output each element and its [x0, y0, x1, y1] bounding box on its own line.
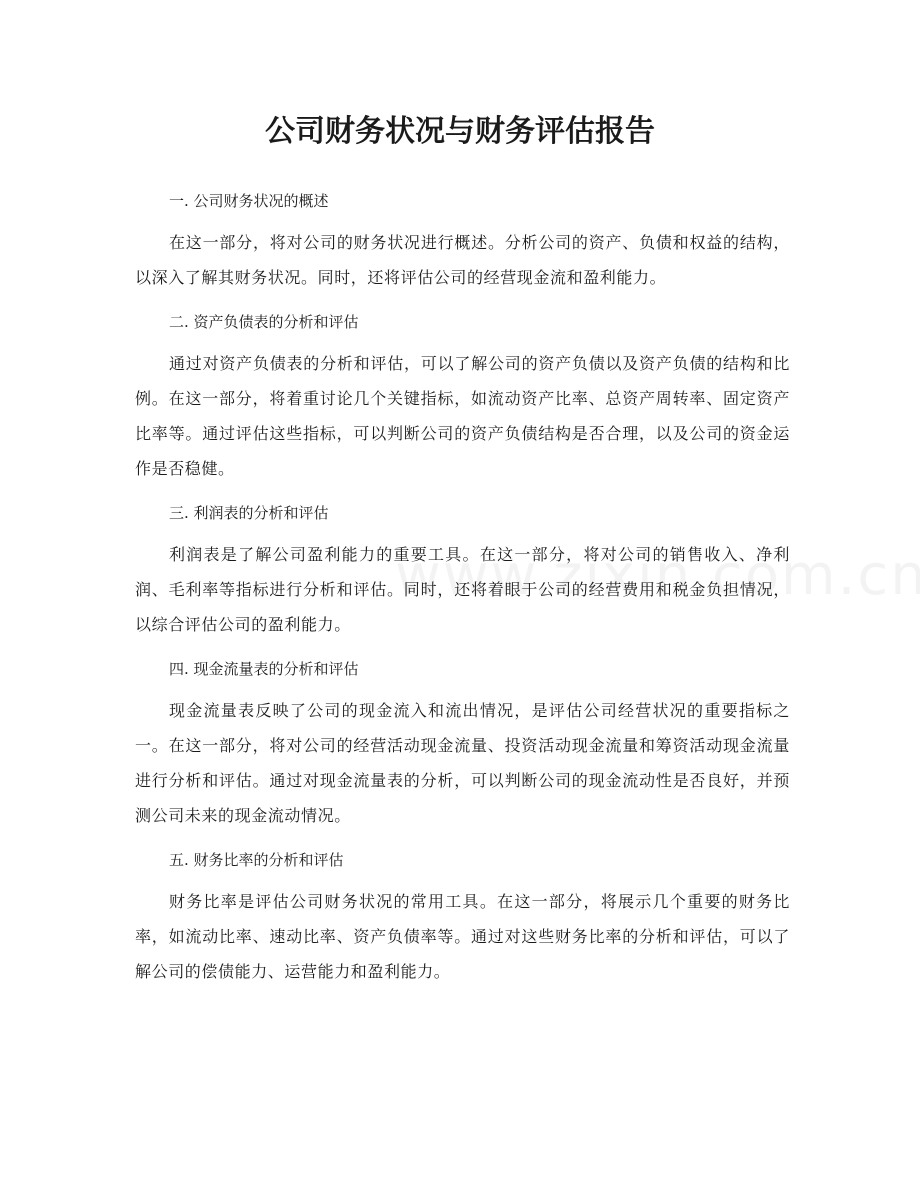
section-4 [135, 650, 790, 833]
section-heading: 五. 财务比率的分析和评估 [169, 851, 344, 869]
section-heading: 三. 利润表的分析和评估 [169, 504, 329, 522]
section-heading: 一. 公司财务状况的概述 [169, 192, 329, 210]
section-heading: 二. 资产负债表的分析和评估 [169, 313, 359, 331]
section-paragraph: 在这一部分，将对公司的财务状况进行概述。分析公司的资产、负债和权益的结构，以深入了解其财务状况。同时，还将评估公司的经营现金流和盈利能力。 [135, 233, 790, 287]
section-3 [135, 494, 790, 642]
section-paragraph: 现金流量表反映了公司的现金流入和流出情况，是评估公司经营状况的重要指标之一。在这一部分，将对公司的经营活动现金流量、投资活动现金流量和筹资活动现金流量进行分析和评估。通过对现金流量表的分析，可以判断公司的现金流动性是否良好，并预测公司未来的现金流动情况。 [135, 701, 790, 825]
section-paragraph: 通过对资产负债表的分析和评估，可以了解公司的资产负债以及资产负债的结构和比例。在这一部分，将着重讨论几个关键指标，如流动资产比率、总资产周转率、固定资产比率等。通过评估这些指标，可以判断公司的资产负债结构是否合理，以及公司的资金运作是否稳健。 [135, 354, 790, 478]
section-5 [135, 841, 790, 989]
section-1 [135, 182, 790, 295]
document-title: 公司财务状况与财务评估报告 [265, 114, 655, 149]
document-body [135, 182, 790, 997]
section-paragraph: 财务比率是评估公司财务状况的常用工具。在这一部分，将展示几个重要的财务比率，如流动比率、速动比率、资产负债率等。通过对这些财务比率的分析和评估，可以了解公司的偿债能力、运营能力和盈利能力。 [135, 892, 790, 981]
section-paragraph: 利润表是了解公司盈利能力的重要工具。在这一部分，将对公司的销售收入、净利润、毛利率等指标进行分析和评估。同时，还将着眼于公司的经营费用和税金负担情况，以综合评估公司的盈利能力。 [135, 545, 790, 634]
section-heading: 四. 现金流量表的分析和评估 [169, 660, 359, 678]
section-2 [135, 303, 790, 486]
